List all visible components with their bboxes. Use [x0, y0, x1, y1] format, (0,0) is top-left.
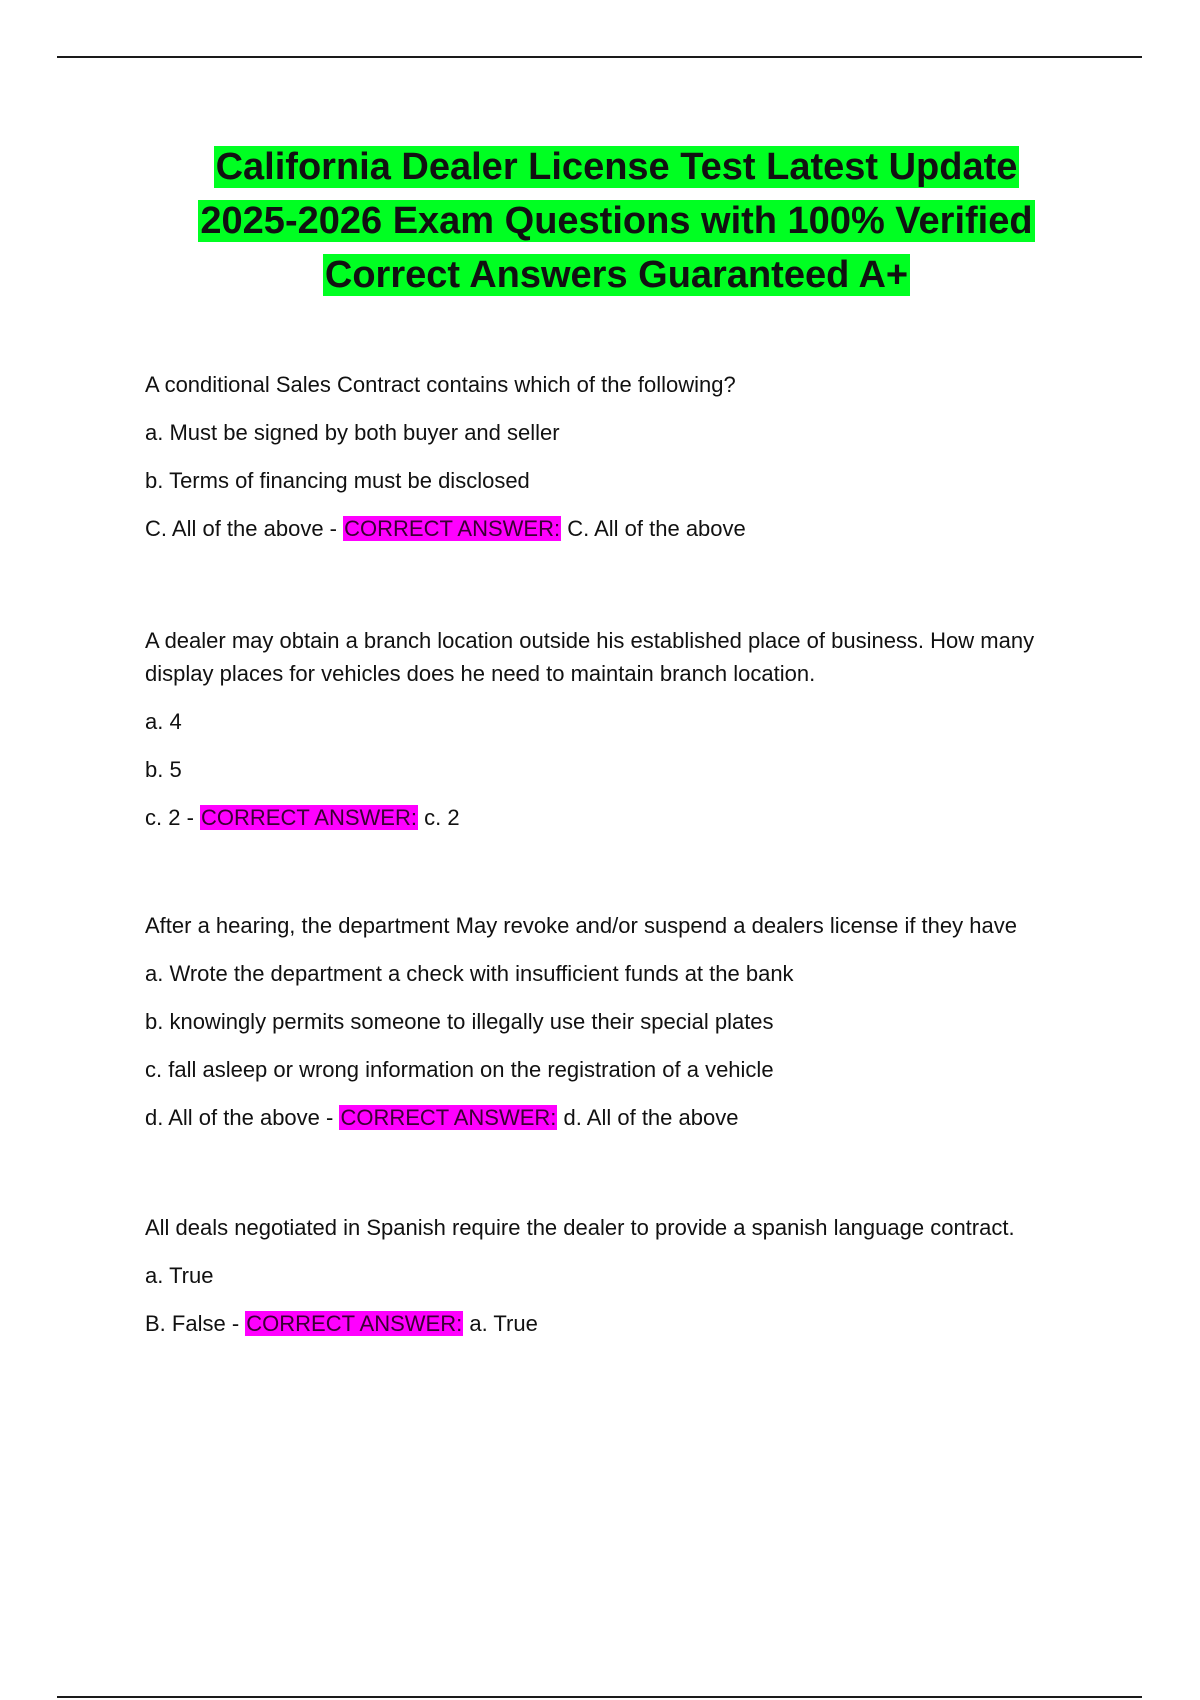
answer-option: a. Must be signed by both buyer and seller [145, 420, 560, 445]
correct-answer: a. True [469, 1311, 538, 1336]
answer-option: a. Wrote the department a check with insufficient funds at the bank [145, 961, 794, 986]
separator: - [323, 516, 344, 541]
answer-option: b. knowingly permits someone to illegally use their special plates [145, 1009, 774, 1034]
title-line-1: California Dealer License Test Latest Update [215, 146, 1018, 188]
title-line-3: Correct Answers Guaranteed A+ [324, 254, 909, 296]
bottom-divider [57, 1696, 1142, 1698]
answer-option: c. fall asleep or wrong information on the registration of a vehicle [145, 1057, 774, 1082]
question-text: A conditional Sales Contract contains which of the following? [145, 372, 736, 397]
answer-option: d. All of the above [145, 1105, 320, 1130]
question-text: All deals negotiated in Spanish require the dealer to provide a spanish language contract. [145, 1215, 1015, 1240]
answer-option: a. True [145, 1263, 214, 1288]
answer-option: B. False [145, 1311, 226, 1336]
top-divider [57, 56, 1142, 58]
question-text: A dealer may obtain a branch location outside his established place of business. How many display places for vehicles does he need to maintain branch location. [145, 628, 1035, 686]
question-block-3 [145, 909, 1075, 1134]
correct-answer-tag: CORRECT ANSWER: [340, 1105, 557, 1130]
document-title [100, 140, 1133, 302]
answer-option: C. All of the above [145, 516, 324, 541]
final-option-line [145, 1307, 1075, 1340]
separator: - [180, 805, 201, 830]
correct-answer-tag: CORRECT ANSWER: [344, 516, 561, 541]
correct-answer-tag: CORRECT ANSWER: [201, 805, 417, 830]
answer-option: b. 5 [145, 757, 182, 782]
final-option-line [145, 512, 1075, 545]
correct-answer-tag: CORRECT ANSWER: [246, 1311, 463, 1336]
title-line-2: 2025-2026 Exam Questions with 100% Verified [200, 200, 1033, 242]
correct-answer: C. All of the above [567, 516, 746, 541]
question-block-2 [145, 624, 1075, 834]
correct-answer: c. 2 [424, 805, 460, 830]
final-option-line [145, 801, 1075, 834]
answer-option: a. 4 [145, 709, 182, 734]
answer-option: c. 2 [145, 805, 181, 830]
separator: - [225, 1311, 246, 1336]
answer-option: b. Terms of financing must be disclosed [145, 468, 530, 493]
final-option-line [145, 1101, 1075, 1134]
question-block-1 [145, 368, 1075, 545]
separator: - [319, 1105, 340, 1130]
question-block-4 [145, 1211, 1075, 1340]
question-list [145, 368, 1075, 1355]
question-text: After a hearing, the department May revoke and/or suspend a dealers license if they have [145, 913, 1017, 938]
correct-answer: d. All of the above [563, 1105, 739, 1130]
